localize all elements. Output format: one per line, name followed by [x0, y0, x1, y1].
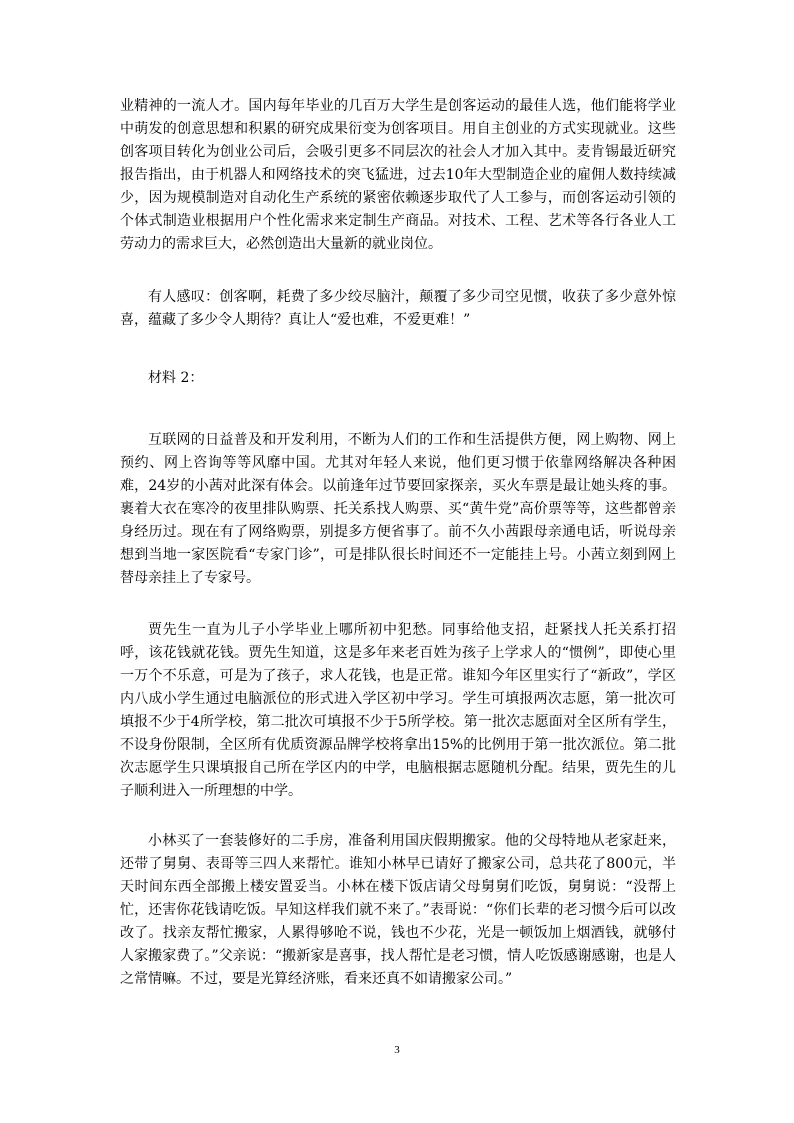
page-number: 3: [394, 1044, 400, 1056]
paragraph-xiao-lin: 小林买了一套装修好的二手房，准备利用国庆假期搬家。他的父母特地从老家赶来，还带了舅舅、表哥等三四人来帮忙。谁知小林早已请好了搬家公司，总共花了800元，半天时间东西全部搬上楼安置妥当。小林在楼下饭店请父母舅舅们吃饭，舅舅说：“没帮上忙，还害你花钱请吃饭。早知这样我们就不来了。”表哥说：“你们长辈的老习惯今后可以改改了。找亲友帮忙搬家，人累得够呛不说，钱也不少花，光是一顿饭加上烟酒钱，就够付人家搬家费了。”父亲说：“搬新家是喜事，找人帮忙是老习惯，情人吃饭感谢感谢，也是人之常情嘛。不过，要是光算经济账，看来还真不如请搬家公司。”: [120, 833, 676, 987]
paragraph-mr-jia: 贾先生一直为儿子小学毕业上哪所初中犯愁。同事给他支招，赶紧找人托关系打招呼，该花钱就花钱。贾先生知道，这是多年来老百姓为孩子上学求人的“惯例”，即使心里一万个不乐意，可是为了孩子，求人花钱，也是正常。谁知今年区里实行了“新政”，学区内八成小学生通过电脑派位的形式进入学区初中学习。学生可填报两次志愿，第一批次可填报不少于4所学校，第二批次可填报不少于5所学校。第一批次志愿面对全区所有学生，不设身份限制，全区所有优质资源品牌学校将拿出15%的比例用于第一批次派位。第二批次志愿学生只课填报自己所在学区内的中学，电脑根据志愿随机分配。结果，贾先生的儿子顺利进入一所理想的中学。: [120, 622, 676, 799]
paragraph-entrepreneurship: 业精神的一流人才。国内每年毕业的几百万大学生是创客运动的最佳人选，他们能将学业中萌发的创意思想和积累的研究成果衍变为创客项目。用自主创业的方式实现就业。这些创客项目转化为创业公司后，会吸引更多不同层次的社会人才加入其中。麦肯锡最近研究报告指出，由于机器人和网络技术的突飞猛进，过去10年大型制造企业的雇佣人数持续减少，因为规模制造对自动化生产系统的紧密依赖逐步取代了人工参与，而创客运动引领的个体式制造业根据用户个性化需求来定制生产商品。对技术、工程、艺术等各行各业人工劳动力的需求巨大，必然创造出大量新的就业岗位。: [120, 98, 676, 252]
paragraph-internet: 互联网的日益普及和开发利用，不断为人们的工作和生活提供方便，网上购物、网上预约、网上咨询等等风靡中国。尤其对年轻人来说，他们更习惯于依靠网络解决各种困难，24岁的小茜对此深有体会。以前逢年过节要回家探亲，买火车票是最让她头疼的事。裹着大衣在寒冷的夜里排队购票、托关系找人购票、买“黄牛党”高价票等等，这些都曾亲身经历过。现在有了网络购票，别提多方便省事了。前不久小茜跟母亲通电话，听说母亲想到当地一家医院看“专家门诊”，可是排队很长时间还不一定能挂上号。小茜立刻到网上替母亲挂上了专家号。: [120, 432, 676, 586]
paragraph-material-heading: 材料 2：: [148, 370, 204, 386]
paragraph-maker-sigh: 有人感叹：创客啊，耗费了多少绞尽脑汁，颠覆了多少司空见惯，收获了多少意外惊喜，蕴藏了多少令人期待？真让人“爱也难，不爱更难！”: [120, 289, 676, 328]
